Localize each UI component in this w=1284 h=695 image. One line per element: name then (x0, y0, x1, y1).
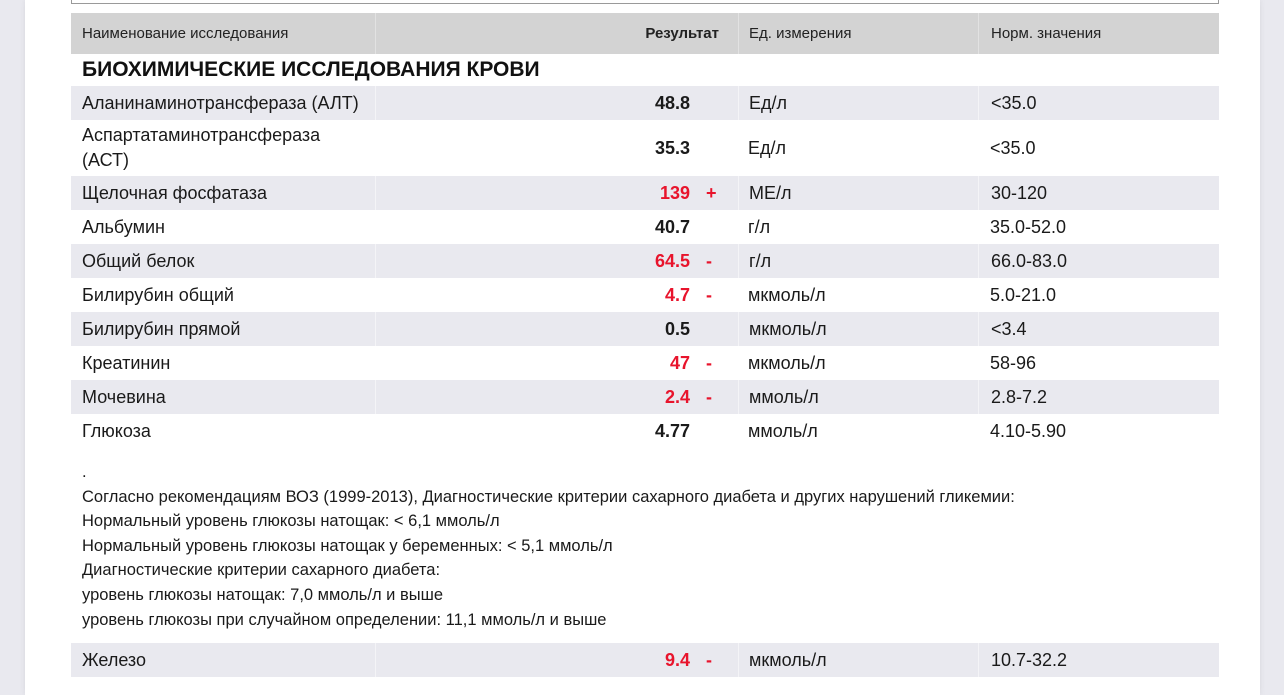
table-row (71, 380, 1219, 414)
row-result: 4.77 (654, 420, 690, 441)
row-unit: МЕ/л (738, 176, 978, 210)
row-result: 139 (375, 176, 690, 210)
note-line: Нормальный уровень глюкозы натощак у беременных: < 5,1 ммоль/л (82, 536, 613, 555)
row-result: 35.3 (654, 137, 690, 158)
row-unit: г/л (738, 244, 978, 278)
row-result: 64.5 (375, 244, 690, 278)
table-row (71, 278, 1219, 312)
header-result: Результат (375, 13, 738, 54)
row-name: Мочевина (82, 386, 166, 407)
row-flag: - (706, 649, 712, 670)
table-header (71, 13, 1219, 54)
row-flag: - (706, 386, 712, 407)
row-result: 9.4 (375, 643, 690, 677)
row-result: 47 (669, 352, 690, 373)
row-norm: 30-120 (978, 176, 1219, 210)
row-unit: ммоль/л (748, 420, 818, 441)
row-flag (690, 414, 738, 448)
row-name: Креатинин (82, 352, 171, 373)
row-flag: - (706, 352, 712, 373)
row-unit: г/л (748, 216, 771, 237)
table-row-iron (71, 643, 1219, 677)
row-unit: Ед/л (748, 137, 787, 158)
row-norm: <35.0 (990, 137, 1036, 158)
table-row (71, 120, 1219, 176)
row-norm: 5.0-21.0 (990, 284, 1057, 305)
row-norm: 58-96 (990, 352, 1037, 373)
row-name: Щелочная фосфатаза (82, 182, 268, 203)
row-unit: мкмоль/л (738, 312, 978, 346)
table-body (71, 86, 1219, 448)
row-unit: мкмоль/л (738, 643, 978, 677)
row-result: 0.5 (375, 312, 690, 346)
header-norm: Норм. значения (978, 13, 1219, 54)
note-line: уровень глюкозы при случайном определении: 11,1 ммоль/л и выше (82, 610, 607, 629)
row-flag: - (706, 284, 712, 305)
table-row (71, 346, 1219, 380)
previous-section-box (71, 0, 1219, 4)
iron-table (71, 643, 1219, 677)
row-result: 4.7 (664, 284, 690, 305)
table-row (71, 210, 1219, 244)
row-unit: Ед/л (738, 86, 978, 120)
table-row (71, 414, 1219, 448)
row-name: Глюкоза (82, 420, 151, 441)
row-result: 48.8 (375, 86, 690, 120)
note-line: Согласно рекомендациям ВОЗ (1999-2013), Диагностические критерии сахарного диабета и других нарушений гликемии: (82, 487, 1015, 506)
row-norm: 4.10-5.90 (990, 420, 1067, 441)
row-result: 2.4 (375, 380, 690, 414)
row-flag (690, 86, 738, 120)
row-flag (690, 312, 738, 346)
row-norm: 2.8-7.2 (978, 380, 1219, 414)
header-name: Наименование исследования (82, 25, 289, 42)
row-name: Аланинаминотрансфераза (АЛТ) (82, 92, 359, 113)
row-name: Билирубин общий (82, 284, 234, 305)
note-line: Диагностические критерии сахарного диабета: (82, 561, 441, 580)
glucose-notes (82, 460, 1222, 632)
row-norm: 66.0-83.0 (978, 244, 1219, 278)
row-norm: 35.0-52.0 (990, 216, 1067, 237)
row-norm: <35.0 (978, 86, 1219, 120)
table-row (71, 312, 1219, 346)
table-row (71, 86, 1219, 120)
row-unit: ммоль/л (738, 380, 978, 414)
section-title: БИОХИМИЧЕСКИЕ ИССЛЕДОВАНИЯ КРОВИ (82, 58, 540, 81)
results-table (71, 13, 1219, 448)
note-line: . (82, 463, 87, 481)
row-norm: 10.7-32.2 (978, 643, 1219, 677)
row-flag (690, 210, 738, 244)
table-row (71, 244, 1219, 278)
row-name: Аспартатаминотрансфераза (АСТ) (82, 125, 321, 170)
row-flag (690, 120, 738, 176)
row-flag: + (706, 182, 717, 203)
row-unit: мкмоль/л (748, 352, 826, 373)
row-unit: мкмоль/л (748, 284, 826, 305)
header-unit: Ед. измерения (738, 13, 978, 54)
row-result: 40.7 (654, 216, 690, 237)
table-row (71, 176, 1219, 210)
report-page (25, 0, 1260, 695)
row-norm: <3.4 (978, 312, 1219, 346)
row-name: Общий белок (82, 250, 195, 271)
row-name: Альбумин (82, 216, 165, 237)
row-flag: - (706, 250, 712, 271)
row-name: Билирубин прямой (82, 318, 241, 339)
note-line: Нормальный уровень глюкозы натощак: < 6,1 ммоль/л (82, 512, 500, 531)
note-line: уровень глюкозы натощак: 7,0 ммоль/л и выше (82, 585, 444, 604)
row-name: Железо (82, 649, 146, 670)
